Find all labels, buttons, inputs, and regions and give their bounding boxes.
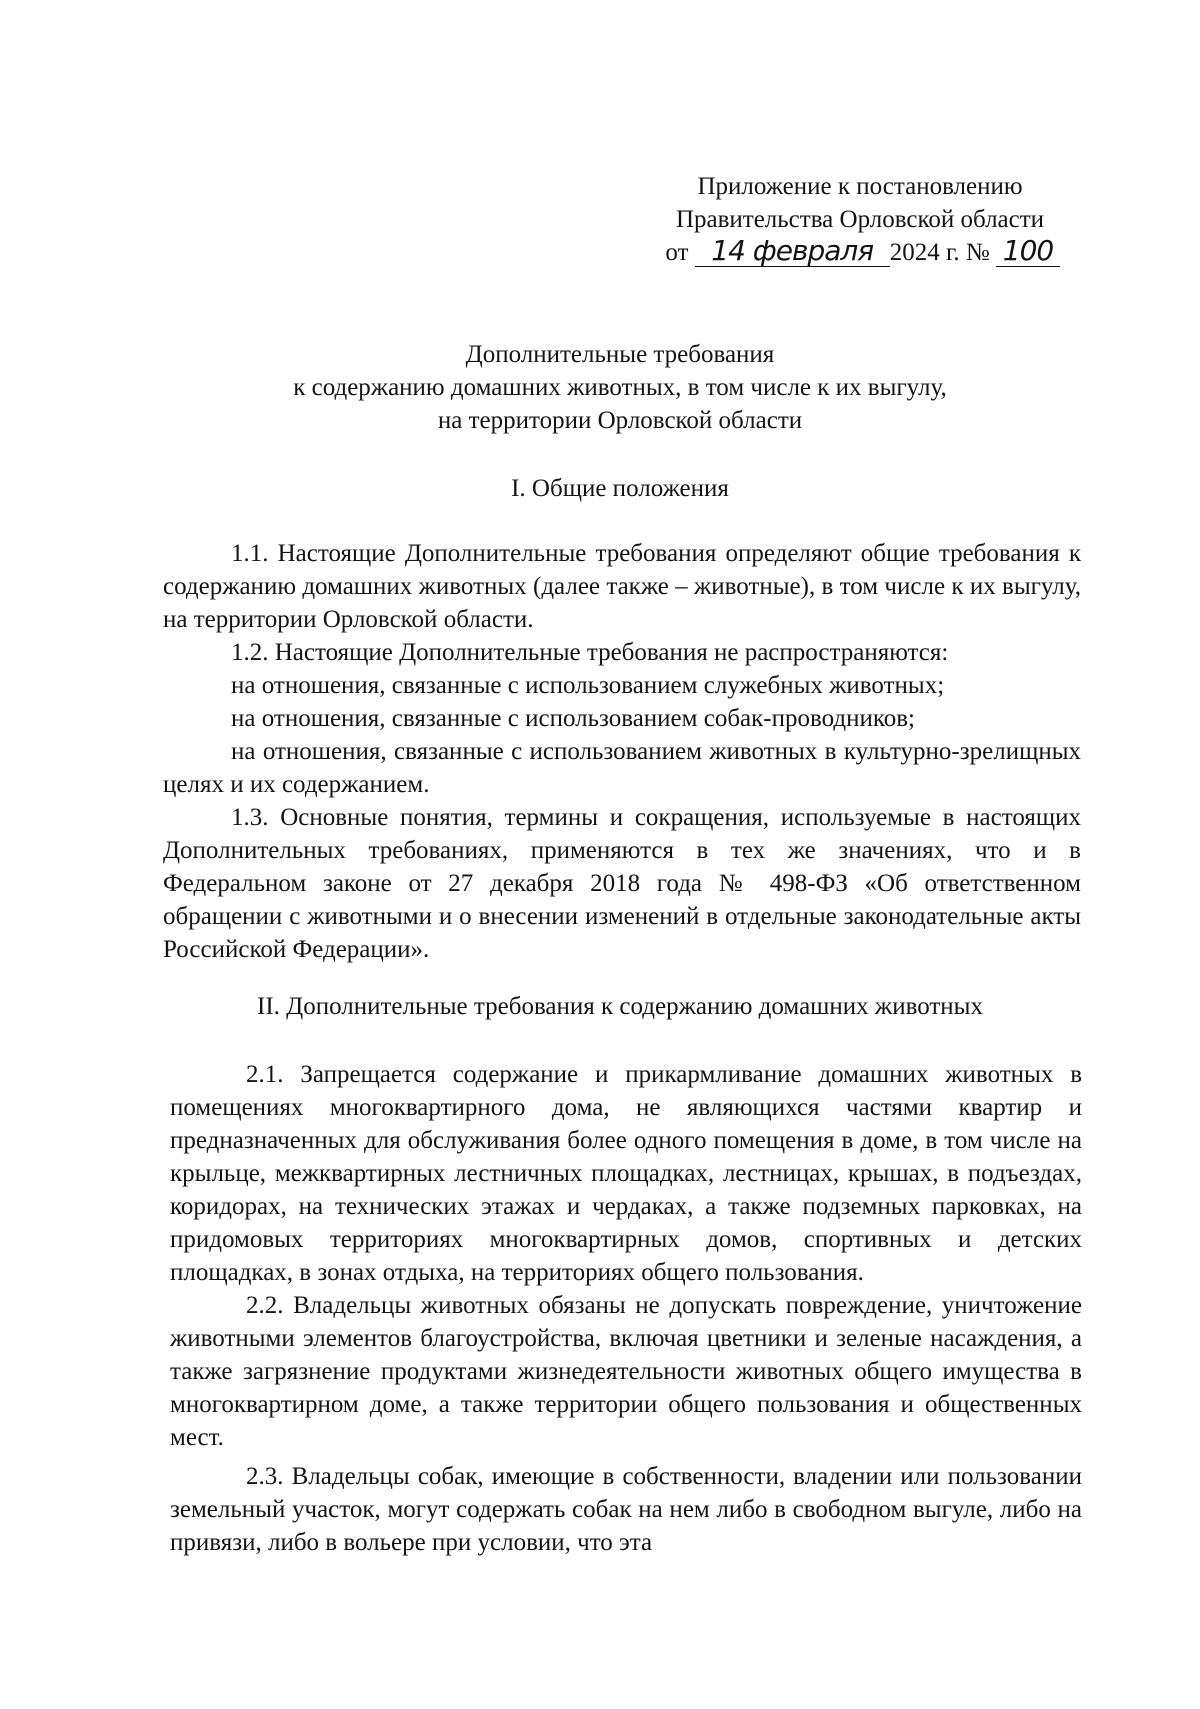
- section-1-body: [163, 537, 1081, 966]
- title-line-2: к содержанию домашних животных, в том числе к их выгулу,: [293, 374, 947, 401]
- paragraph-2-3: 2.3. Владельцы собак, имеющие в собственности, владении или пользовании земельный участок, могут содержать собак на нем либо в свободном выгуле, либо на привязи, либо в вольере при условии, что эта: [170, 1463, 1082, 1556]
- title-line-3: на территории Орловской области: [437, 407, 803, 434]
- paragraph-1-2-item-2: на отношения, связанные с использованием собак-проводников;: [231, 705, 915, 732]
- paragraph-1-3: 1.3. Основные понятия, термины и сокращения, используемые в настоящих Дополнительных требованиях, применяются в тех же значениях, что и в Федеральном законе от 27 декабря 2018 года № 498-ФЗ «Об ответственном обращении с животными и о внесении изменений в отдельные законодательные акты Российской Федерации».: [163, 804, 1081, 963]
- paragraph-1-1: 1.1. Настоящие Дополнительные требования определяют общие требования к содержанию домашних животных (далее также – животные), в том числе к их выгулу, на территории Орловской области.: [163, 540, 1081, 633]
- appendix-date-line: [640, 236, 1080, 269]
- section-2-heading: II. Дополнительные требования к содержанию домашних животных: [257, 993, 983, 1020]
- paragraph-1-2-item-1: на отношения, связанные с использованием служебных животных;: [231, 672, 945, 699]
- paragraph-1-2: 1.2. Настоящие Дополнительные требования не распространяются:: [231, 639, 949, 666]
- handwritten-date: 14 февраля: [695, 236, 890, 267]
- title-line-1: Дополнительные требования: [465, 341, 775, 368]
- date-prefix: от: [665, 239, 689, 266]
- section-2-body: [170, 1058, 1082, 1559]
- paragraph-1-2-item-3: на отношения, связанные с использованием животных в культурно-зрелищных целях и их содержанием.: [163, 738, 1081, 798]
- section-1-heading: I. Общие положения: [511, 475, 729, 502]
- paragraph-2-1: 2.1. Запрещается содержание и прикармливание домашних животных в помещениях многоквартирного дома, не являющихся частями квартир и предназначенных для обслуживания более одного помещения в доме, в том числе на крыльце, межквартирных лестничных площадках, лестницах, крышах, в подъездах, коридорах, на технических этажах и чердаках, а также подземных парковках, на придомовых территориях многоквартирных домов, спортивных и детских площадках, в зонах отдыха, на территориях общего пользования.: [170, 1061, 1082, 1286]
- appendix-header: [640, 170, 1080, 269]
- handwritten-number: 100: [996, 236, 1060, 267]
- appendix-line-2: Правительства Орловской области: [675, 206, 1045, 233]
- paragraph-2-2: 2.2. Владельцы животных обязаны не допускать повреждение, уничтожение животными элементов благоустройства, включая цветники и зеленые насаждения, а также загрязнение продуктами жизнедеятельности животных общего имущества в многоквартирном доме, а также территории общего пользования и общественных мест.: [170, 1292, 1082, 1451]
- appendix-line-1: Приложение к постановлению: [697, 173, 1023, 200]
- document-title: [160, 338, 1080, 437]
- year-label: 2024 г. №: [889, 239, 990, 266]
